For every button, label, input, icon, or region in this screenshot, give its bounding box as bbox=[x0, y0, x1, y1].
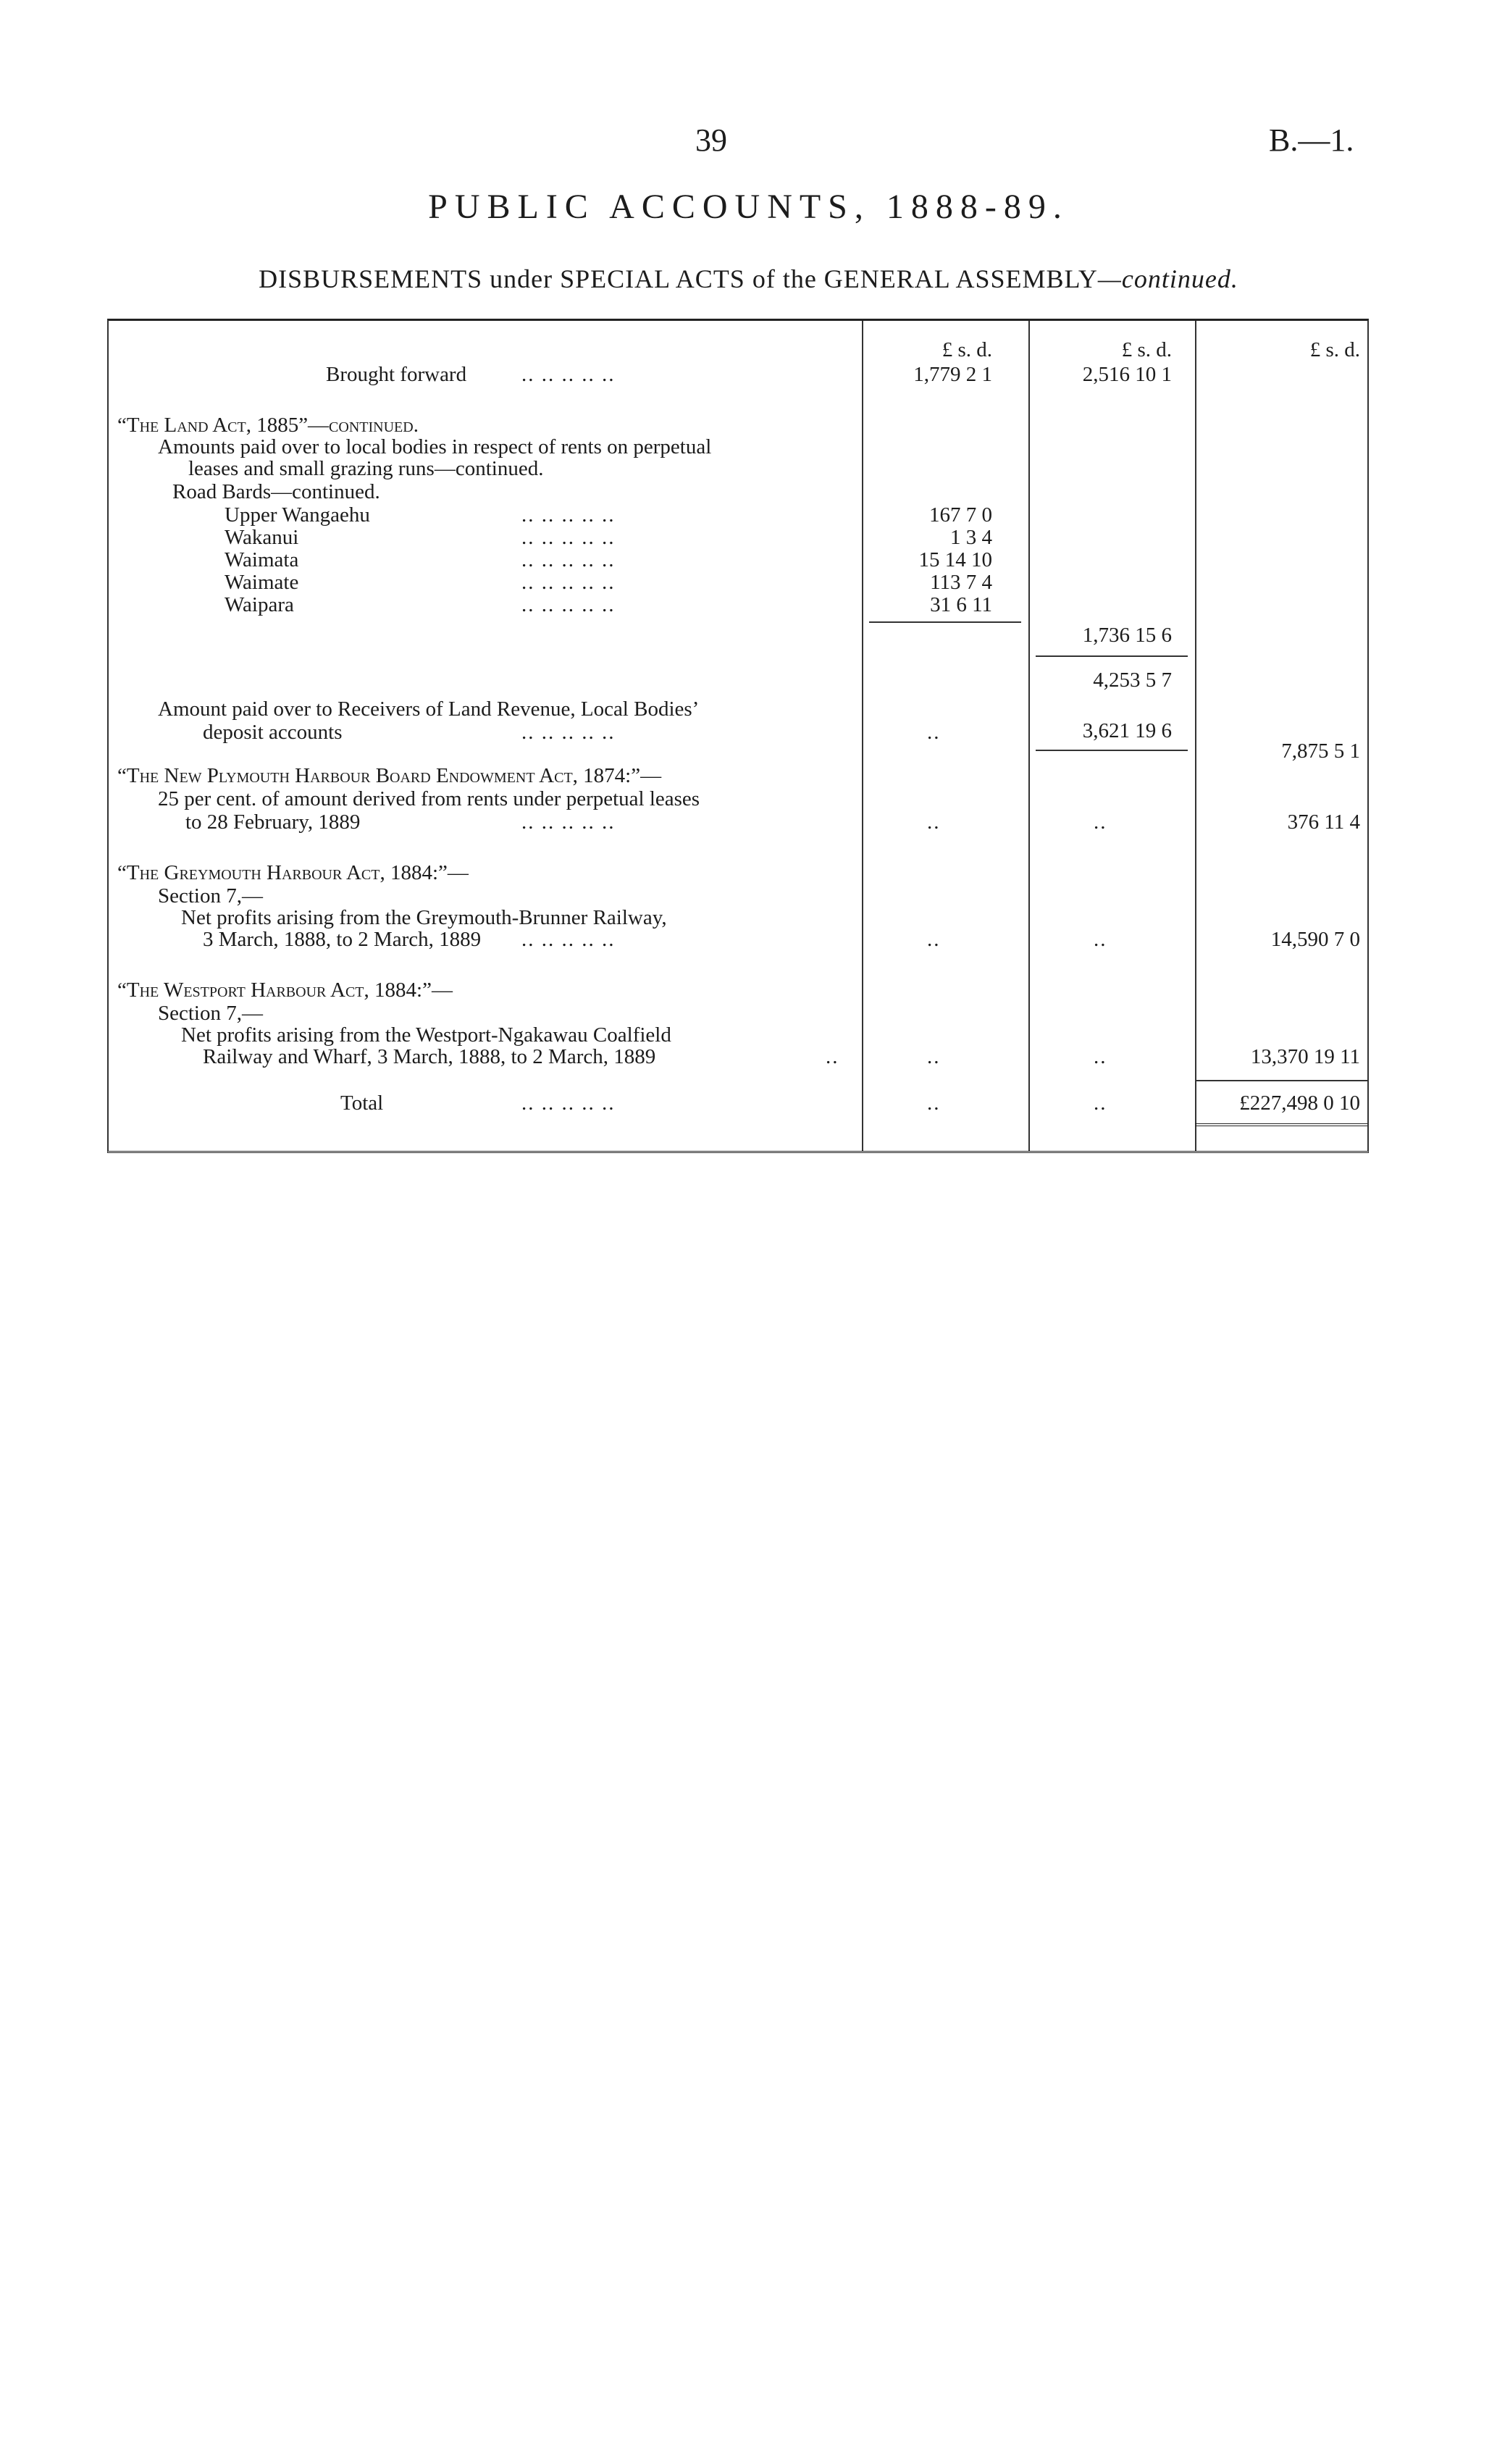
page-title: PUBLIC ACCOUNTS, 1888-89. bbox=[428, 188, 1069, 226]
brought-forward-label: Brought forward bbox=[326, 363, 467, 386]
column-header-1: £ s. d. bbox=[942, 338, 992, 361]
new-plymouth-value: 376 11 4 bbox=[1287, 810, 1360, 834]
receivers-value: 3,621 19 6 bbox=[1082, 719, 1172, 742]
leader-dots: .. .. .. .. .. bbox=[521, 526, 616, 549]
leader-dots: .. bbox=[927, 928, 941, 951]
road-board-name: Upper Wangaehu bbox=[225, 503, 370, 527]
receivers-text-2: deposit accounts bbox=[203, 721, 343, 744]
greymouth-value: 14,590 7 0 bbox=[1270, 928, 1360, 951]
road-boards-total: 1,736 15 6 bbox=[1082, 624, 1172, 647]
road-board-value: 15 14 10 bbox=[918, 548, 992, 571]
total-label: Total bbox=[340, 1091, 384, 1115]
subtotal-rule bbox=[1036, 655, 1188, 657]
new-plymouth-desc: 25 per cent. of amount derived from rents under perpetual leases bbox=[158, 787, 700, 810]
leader-dots: .. .. .. .. .. bbox=[521, 503, 616, 527]
leader-dots: .. bbox=[927, 1045, 941, 1068]
receivers-text: Amount paid over to Receivers of Land Revenue, Local Bodies’ bbox=[158, 697, 700, 721]
road-board-value: 113 7 4 bbox=[930, 571, 992, 594]
brought-forward-col1: 1,779 2 1 bbox=[913, 363, 992, 386]
greymouth-section: Section 7,— bbox=[158, 884, 263, 908]
road-board-value: 167 7 0 bbox=[929, 503, 992, 527]
brought-forward-col2: 2,516 10 1 bbox=[1082, 363, 1172, 386]
subtotal-rule bbox=[1036, 750, 1188, 751]
greymouth-desc: Net profits arising from the Greymouth-Brunner Railway, bbox=[181, 906, 667, 929]
westport-heading: “The Westport Harbour Act, 1884:”— bbox=[117, 979, 453, 1002]
total-rule bbox=[1195, 1080, 1367, 1081]
road-board-name: Waipara bbox=[225, 593, 294, 616]
leader-dots: .. bbox=[1094, 1091, 1107, 1115]
leader-dots: .. .. .. .. .. bbox=[521, 1091, 616, 1115]
column-divider-3 bbox=[1195, 321, 1196, 1151]
westport-desc-2: Railway and Wharf, 3 March, 1888, to 2 March, 1889 bbox=[203, 1045, 656, 1068]
column-header-3: £ s. d. bbox=[1309, 338, 1360, 361]
leader-dots: .. .. .. .. .. bbox=[521, 810, 616, 834]
road-boards-heading: Road Bards—continued. bbox=[172, 480, 380, 503]
road-board-name: Waimata bbox=[225, 548, 299, 571]
leader-dots: .. .. .. .. .. bbox=[521, 721, 616, 744]
leader-dots: .. .. .. .. .. bbox=[521, 571, 616, 594]
disbursements-table bbox=[107, 319, 1369, 1153]
land-act-heading: “The Land Act, 1885”—continued. bbox=[117, 414, 419, 437]
leader-dots: .. bbox=[927, 1091, 941, 1115]
page-subtitle bbox=[0, 264, 1497, 294]
land-subtotal: 4,253 5 7 bbox=[1093, 669, 1172, 692]
leader-dots: .. .. .. .. .. bbox=[521, 593, 616, 616]
greymouth-desc-2: 3 March, 1888, to 2 March, 1889 bbox=[203, 928, 482, 951]
leader-dots: .. bbox=[1094, 810, 1107, 834]
column-divider-2 bbox=[1028, 321, 1030, 1151]
leader-dots: .. bbox=[1094, 928, 1107, 951]
page-number: 39 bbox=[695, 122, 727, 158]
leader-dots: .. .. .. .. .. bbox=[521, 928, 616, 951]
westport-value: 13,370 19 11 bbox=[1250, 1045, 1360, 1068]
road-board-value: 31 6 11 bbox=[930, 593, 992, 616]
road-board-name: Wakanui bbox=[225, 526, 299, 549]
road-board-name: Waimate bbox=[225, 571, 299, 594]
column-header-2: £ s. d. bbox=[1121, 338, 1172, 361]
westport-desc: Net profits arising from the Westport-Ngakawau Coalfield bbox=[181, 1023, 671, 1047]
amounts-paid-text: Amounts paid over to local bodies in respect of rents on perpetual bbox=[158, 435, 712, 458]
leader-dots: .. .. .. .. .. bbox=[521, 548, 616, 571]
new-plymouth-desc-2: to 28 February, 1889 bbox=[185, 810, 361, 834]
total-double-rule bbox=[1195, 1123, 1367, 1126]
greymouth-heading: “The Greymouth Harbour Act, 1884:”— bbox=[117, 861, 469, 884]
westport-section: Section 7,— bbox=[158, 1002, 263, 1025]
leader-dots: .. .. .. .. .. bbox=[521, 363, 616, 386]
subtitle-text: DISBURSEMENTS under SPECIAL ACTS of the GENERAL ASSEMBLY bbox=[259, 264, 1098, 293]
grand-total-value: £227,498 0 10 bbox=[1239, 1091, 1360, 1115]
amounts-paid-text-2: leases and small grazing runs—continued. bbox=[188, 457, 544, 480]
column-divider-1 bbox=[862, 321, 863, 1151]
leader-dots: .. bbox=[927, 721, 941, 744]
subtotal-rule bbox=[869, 621, 1021, 623]
new-plymouth-heading: “The New Plymouth Harbour Board Endowment Act, 1874:”— bbox=[117, 764, 662, 787]
leader-dots: .. bbox=[927, 810, 941, 834]
leader-dots: .. bbox=[1094, 1045, 1107, 1068]
document-reference: B.—1. bbox=[1269, 122, 1354, 158]
land-total: 7,875 5 1 bbox=[1281, 739, 1360, 763]
subtitle-suffix: —continued. bbox=[1097, 264, 1238, 293]
leader-dots: .. bbox=[826, 1045, 839, 1068]
road-board-value: 1 3 4 bbox=[950, 526, 992, 549]
